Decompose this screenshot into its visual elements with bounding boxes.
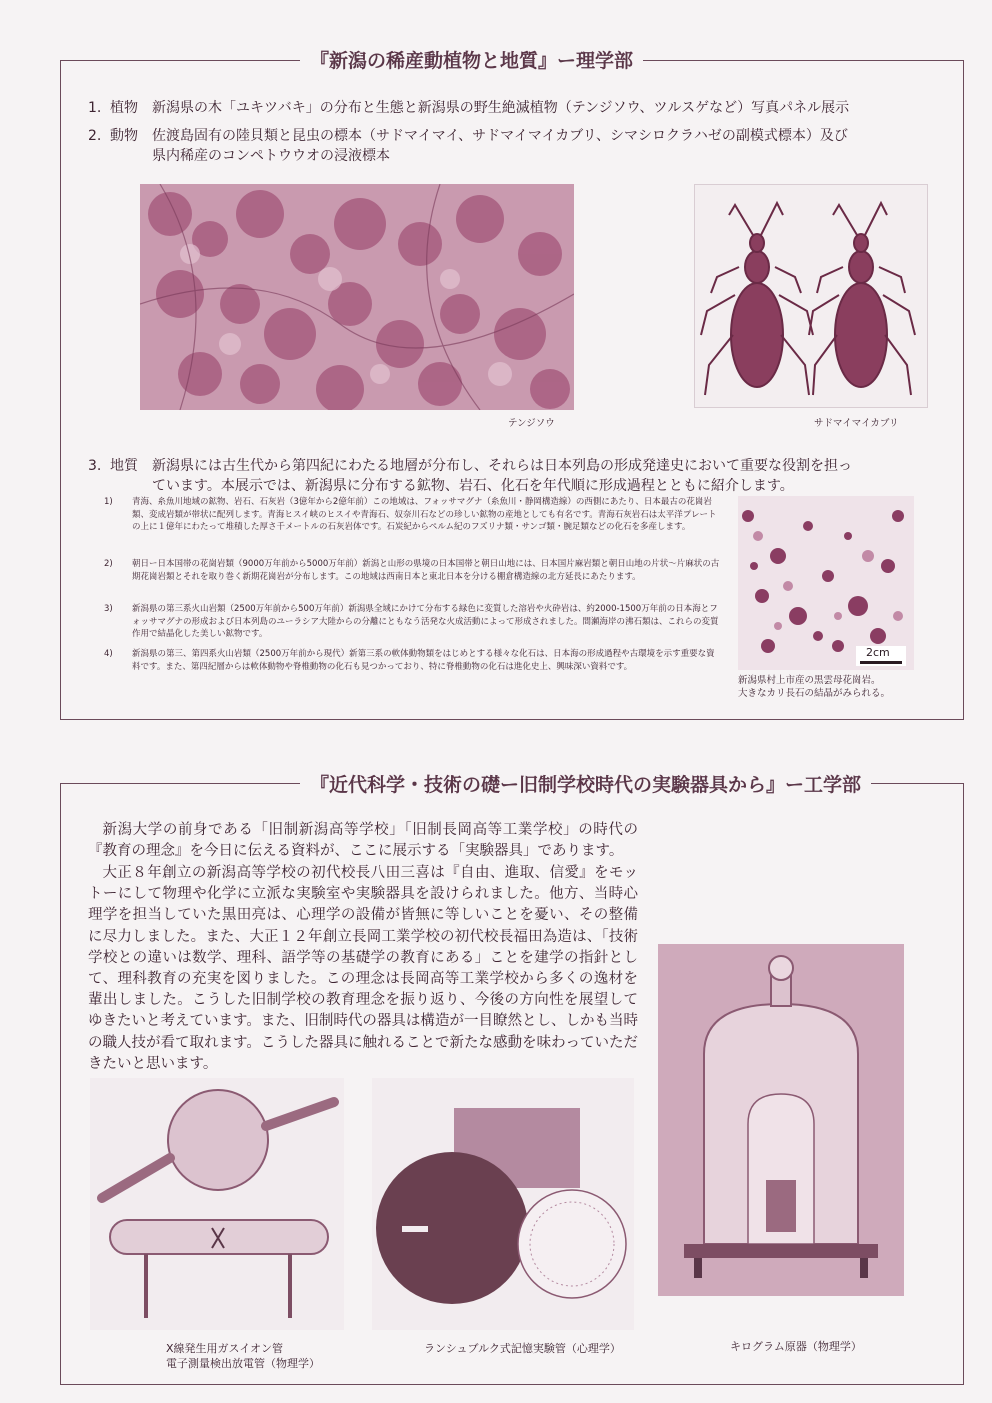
- item-plants: [88, 98, 948, 118]
- granite-photo: [738, 496, 914, 670]
- geology-entry-1: [104, 496, 722, 534]
- item-number: 2.: [88, 128, 102, 144]
- item-number: 3.: [88, 458, 102, 474]
- geology-entry-2: [104, 558, 722, 583]
- xray-tube-photo: [90, 1078, 344, 1330]
- item-text-line2: 県内稀産のコンペトウウオの浸液標本: [152, 148, 390, 164]
- granite-scale-label: 2cm: [866, 646, 890, 659]
- section-title-engineering: 『近代科学・技術の礎ー旧制学校時代の実験器具から』ー工学部: [300, 770, 871, 797]
- granite-caption-2: 大きなカリ長石の結晶がみられる。: [738, 688, 891, 699]
- item-text-line2: ています。本展示では、新潟県に分布する鉱物、岩石、化石を年代順に形成過程とともに紹介します。: [152, 478, 794, 494]
- item-animals: [88, 126, 948, 166]
- entry-number: 4): [104, 649, 113, 659]
- memory-apparatus-photo: [372, 1078, 634, 1330]
- entry-text: 朝日ー日本国帯の花崗岩類（9000万年前から5000万年前）新潟と山形の県境の日本国帯と朝日山地には、日本国片麻岩類と朝日山地の片状～片麻状の古期花崗岩類とそれを取り巻く新期花崗岩が分布します。この地域は西南日本と東北日本を分ける棚倉構造線の北方延長にあたります。: [132, 559, 720, 582]
- intro-paragraph: 新潟大学の前身である「旧制新潟高等学校」「旧制長岡高等工業学校」の時代の『教育の理念』を今日に伝える資料が、ここに展示する「実験器具」であります。: [88, 822, 638, 860]
- history-paragraph: 大正８年創立の新潟高等学校の初代校長八田三喜は『自由、進取、信愛』をモットーにして物理や化学に立派な実験室や実験器具を設けられました。他方、当時心理学を担当していた黒田亮は、心理学の設備が皆無に等しいことを憂い、その整備に尽力しました。また、大正１２年創立長岡工業学校の初代校長福田為造は、「技術学校との違いは数学、理科、語学等の基礎学の教育にある」ことを建学の指針として、理科教育の充実を図りました。この理念は長岡高等工業学校から多くの逸材を輩出しました。こうした旧制学校の教育理念を振り返り、今後の方向性を展望してゆきたいと考えています。また、旧制時代の器具は構造が一目瞭然とし、しかも当時の職人技が看て取れます。こうした器具に触れることで新たな感動を味わっていただきたいと思います。: [88, 865, 638, 1072]
- tenjisou-photo: [140, 184, 574, 410]
- kilogram-photo: [658, 944, 904, 1296]
- beetle-photo: [694, 184, 928, 408]
- tenjisou-caption: テンジソウ: [508, 418, 555, 429]
- item-text-line1: 地質 新潟県には古生代から第四紀にわたる地層が分布し、それらは日本列島の形成発達史において重要な役割を担っ: [110, 458, 852, 474]
- xray-caption-1: X線発生用ガスイオン管: [166, 1342, 283, 1355]
- entry-text: 新潟県の第三、第四系火山岩類（2500万年前から現代）新第三系の軟体動物類をはじめとする様々な化石は、日本海の形成過程や古環境を示す重要な資料です。また、第四紀層からは軟体動物や脊椎動物の化石も見つかっており、特に脊椎動物の化石は進化史上、興味深い資料です。: [132, 649, 715, 672]
- section-title-science: 『新潟の稀産動植物と地質』ー理学部: [300, 46, 643, 73]
- item-number: 1.: [88, 100, 102, 116]
- entry-text: 新潟県の第三系火山岩類（2500万年前から500万年前）新潟県全域にかけて分布する緑色に変質した溶岩や火砕岩は、約2000-1500万年前の日本海とフォッサマグナの形成および日本列島のユーラシア大陸からの分離にともなう活発な火成活動によって形成されました。間瀬海岸の沸石類は、これらの変質作用で結晶化した美しい鉱物です。: [132, 604, 719, 639]
- kilogram-caption: キログラム原器（物理学）: [730, 1340, 862, 1353]
- entry-number: 1): [104, 497, 113, 507]
- xray-caption-2: 電子測量検出放電管（物理学）: [166, 1357, 320, 1370]
- item-geology: [88, 456, 948, 496]
- item-text-line1: 動物 佐渡島固有の陸貝類と昆虫の標本（サドマイマイ、サドマイマイカブリ、シマシロクラハゼの副模式標本）及び: [110, 128, 848, 144]
- item-text: 植物 新潟県の木「ユキツバキ」の分布と生態と新潟県の野生絶滅植物（テンジソウ、ツルスゲなど）写真パネル展示: [110, 100, 850, 116]
- beetle-caption: サドマイマイカブリ: [814, 418, 899, 429]
- geology-entry-4: [104, 648, 722, 673]
- entry-number: 2): [104, 559, 113, 569]
- granite-caption-1: 新潟県村上市産の黒雲母花崗岩。: [738, 675, 881, 686]
- entry-text: 青海、糸魚川地域の鉱物、岩石、石灰岩（3億年から2億年前）この地域は、フォッサマグナ（糸魚川・静岡構造線）の西側にあたり、日本最古の花崗岩類、変成岩類が帯状に配列します。青海ヒスイ峡のヒスイや青海石、奴奈川石などの珍しい鉱物の産地としても有名です。青海石灰岩石は太平洋プレートの上に１億年にわたって堆積した厚さ千メートルの石灰岩体です。石炭紀からペルム紀のフズリナ類・サンゴ類・腕足類などの化石を多産します。: [132, 497, 717, 532]
- entry-number: 3): [104, 604, 113, 614]
- memory-caption: ランシュブルク式記憶実験管（心理学）: [424, 1342, 621, 1355]
- geology-entry-3: [104, 603, 722, 641]
